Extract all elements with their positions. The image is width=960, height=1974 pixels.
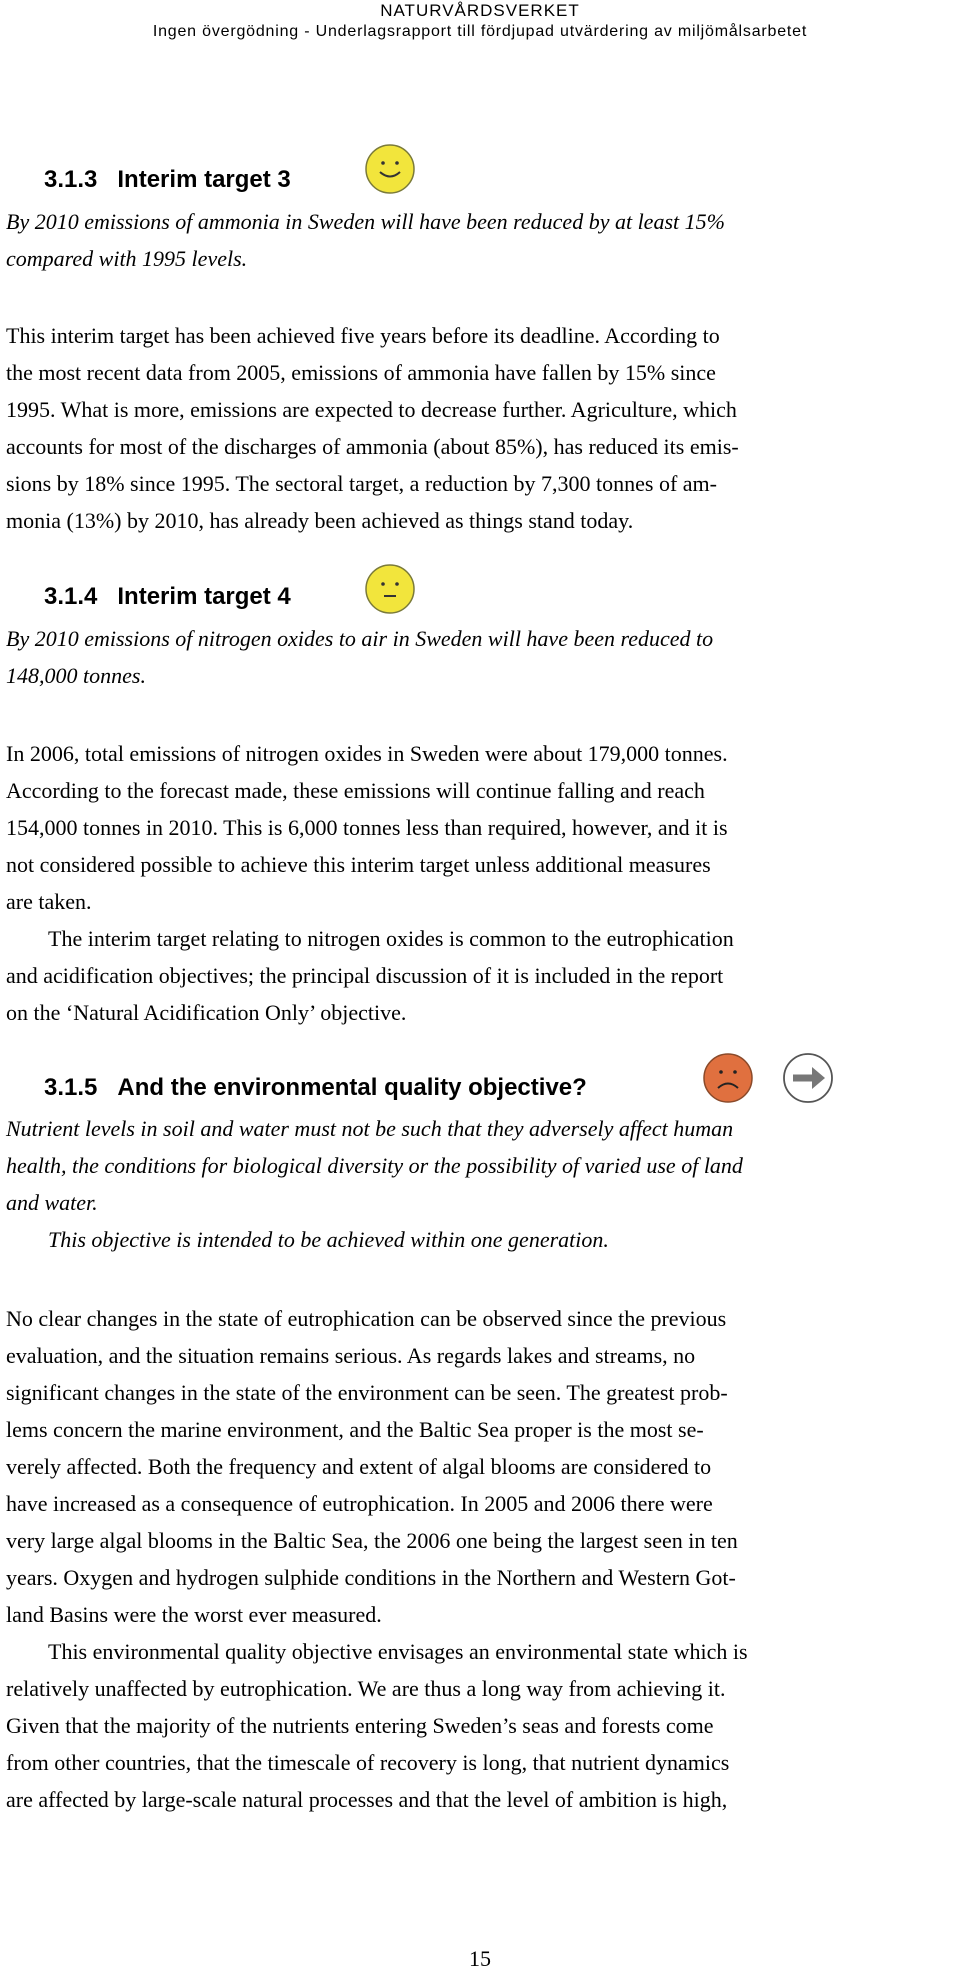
text-line: and water. xyxy=(6,1190,98,1215)
text-line: This interim target has been achieved five years before its deadline. According to xyxy=(6,323,720,348)
interim-target-3-statement xyxy=(6,203,956,277)
text-line: According to the forecast made, these emissions will continue falling and reach xyxy=(6,778,705,803)
section-title: Interim target 3 xyxy=(117,166,291,193)
smiley-sad-icon xyxy=(702,1052,754,1104)
section-heading-3-1-3 xyxy=(44,160,291,200)
objective-body xyxy=(6,1300,956,1818)
text-line: compared with 1995 levels. xyxy=(6,246,248,271)
header-organization: NATURVÅRDSVERKET xyxy=(380,1,580,20)
text-line: relatively unaffected by eutrophication. We are thus a long way from achieving it. xyxy=(6,1676,726,1701)
text-line: The interim target relating to nitrogen oxides is common to the eutrophication xyxy=(48,926,734,951)
text-line: are affected by large-scale natural processes and that the level of ambition is high, xyxy=(6,1787,728,1812)
interim-target-4-body xyxy=(6,735,956,1031)
text-line: This environmental quality objective envisages an environmental state which is xyxy=(48,1639,748,1664)
text-line: years. Oxygen and hydrogen sulphide conditions in the Northern and Western Got- xyxy=(6,1565,736,1590)
text-line: evaluation, and the situation remains serious. As regards lakes and streams, no xyxy=(6,1343,696,1368)
section-heading-3-1-4 xyxy=(44,577,291,617)
text-line: In 2006, total emissions of nitrogen oxides in Sweden were about 179,000 tonnes. xyxy=(6,741,728,766)
header-subtitle: Ingen övergödning - Underlagsrapport till fördjupad utvärdering av miljömålsarbetet xyxy=(152,23,808,40)
section-number: 3.1.5 xyxy=(44,1074,98,1101)
section-title: Interim target 4 xyxy=(117,583,291,610)
text-line: verely affected. Both the frequency and extent of algal blooms are considered to xyxy=(6,1454,712,1479)
text-line: not considered possible to achieve this interim target unless additional measures xyxy=(6,852,711,877)
text-line: are taken. xyxy=(6,889,92,914)
page-header xyxy=(0,0,960,42)
text-line: sions by 18% since 1995. The sectoral target, a reduction by 7,300 tonnes of am- xyxy=(6,471,717,496)
text-line: By 2010 emissions of ammonia in Sweden will have been reduced by at least 15% xyxy=(6,209,725,234)
smiley-neutral-icon xyxy=(364,563,416,615)
text-line: land Basins were the worst ever measured. xyxy=(6,1602,382,1627)
text-line: lems concern the marine environment, and the Baltic Sea proper is the most se- xyxy=(6,1417,704,1442)
objective-statement xyxy=(6,1110,956,1258)
text-line: and acidification objectives; the principal discussion of it is included in the report xyxy=(6,963,724,988)
text-line: No clear changes in the state of eutrophication can be observed since the previous xyxy=(6,1306,727,1331)
text-line: the most recent data from 2005, emissions of ammonia have fallen by 15% since xyxy=(6,360,716,385)
text-line: By 2010 emissions of nitrogen oxides to air in Sweden will have been reduced to xyxy=(6,626,714,651)
arrow-right-trend-icon xyxy=(782,1052,834,1104)
section-heading-3-1-5 xyxy=(44,1068,587,1108)
text-line: monia (13%) by 2010, has already been achieved as things stand today. xyxy=(6,508,634,533)
interim-target-4-statement xyxy=(6,620,956,694)
text-line: health, the conditions for biological diversity or the possibility of varied use of land xyxy=(6,1153,743,1178)
interim-target-3-body xyxy=(6,317,956,539)
text-line: 148,000 tonnes. xyxy=(6,663,146,688)
text-line: significant changes in the state of the environment can be seen. The greatest prob- xyxy=(6,1380,728,1405)
text-line: Given that the majority of the nutrients entering Sweden’s seas and forests come xyxy=(6,1713,714,1738)
section-number: 3.1.3 xyxy=(44,166,98,193)
text-line: 154,000 tonnes in 2010. This is 6,000 tonnes less than required, however, and it is xyxy=(6,815,728,840)
section-number: 3.1.4 xyxy=(44,583,98,610)
text-line: Nutrient levels in soil and water must not be such that they adversely affect human xyxy=(6,1116,734,1141)
text-line: very large algal blooms in the Baltic Sea, the 2006 one being the largest seen in ten xyxy=(6,1528,738,1553)
text-line: 1995. What is more, emissions are expected to decrease further. Agriculture, which xyxy=(6,397,737,422)
smiley-happy-icon xyxy=(364,143,416,195)
page-number: 15 xyxy=(469,1946,491,1971)
text-line: from other countries, that the timescale of recovery is long, that nutrient dynamics xyxy=(6,1750,730,1775)
text-line: accounts for most of the discharges of ammonia (about 85%), has reduced its emis- xyxy=(6,434,739,459)
text-line: on the ‘Natural Acidification Only’ objective. xyxy=(6,1000,407,1025)
text-line: have increased as a consequence of eutrophication. In 2005 and 2006 there were xyxy=(6,1491,713,1516)
section-title: And the environmental quality objective? xyxy=(117,1074,587,1101)
text-line: This objective is intended to be achieved within one generation. xyxy=(48,1227,609,1252)
